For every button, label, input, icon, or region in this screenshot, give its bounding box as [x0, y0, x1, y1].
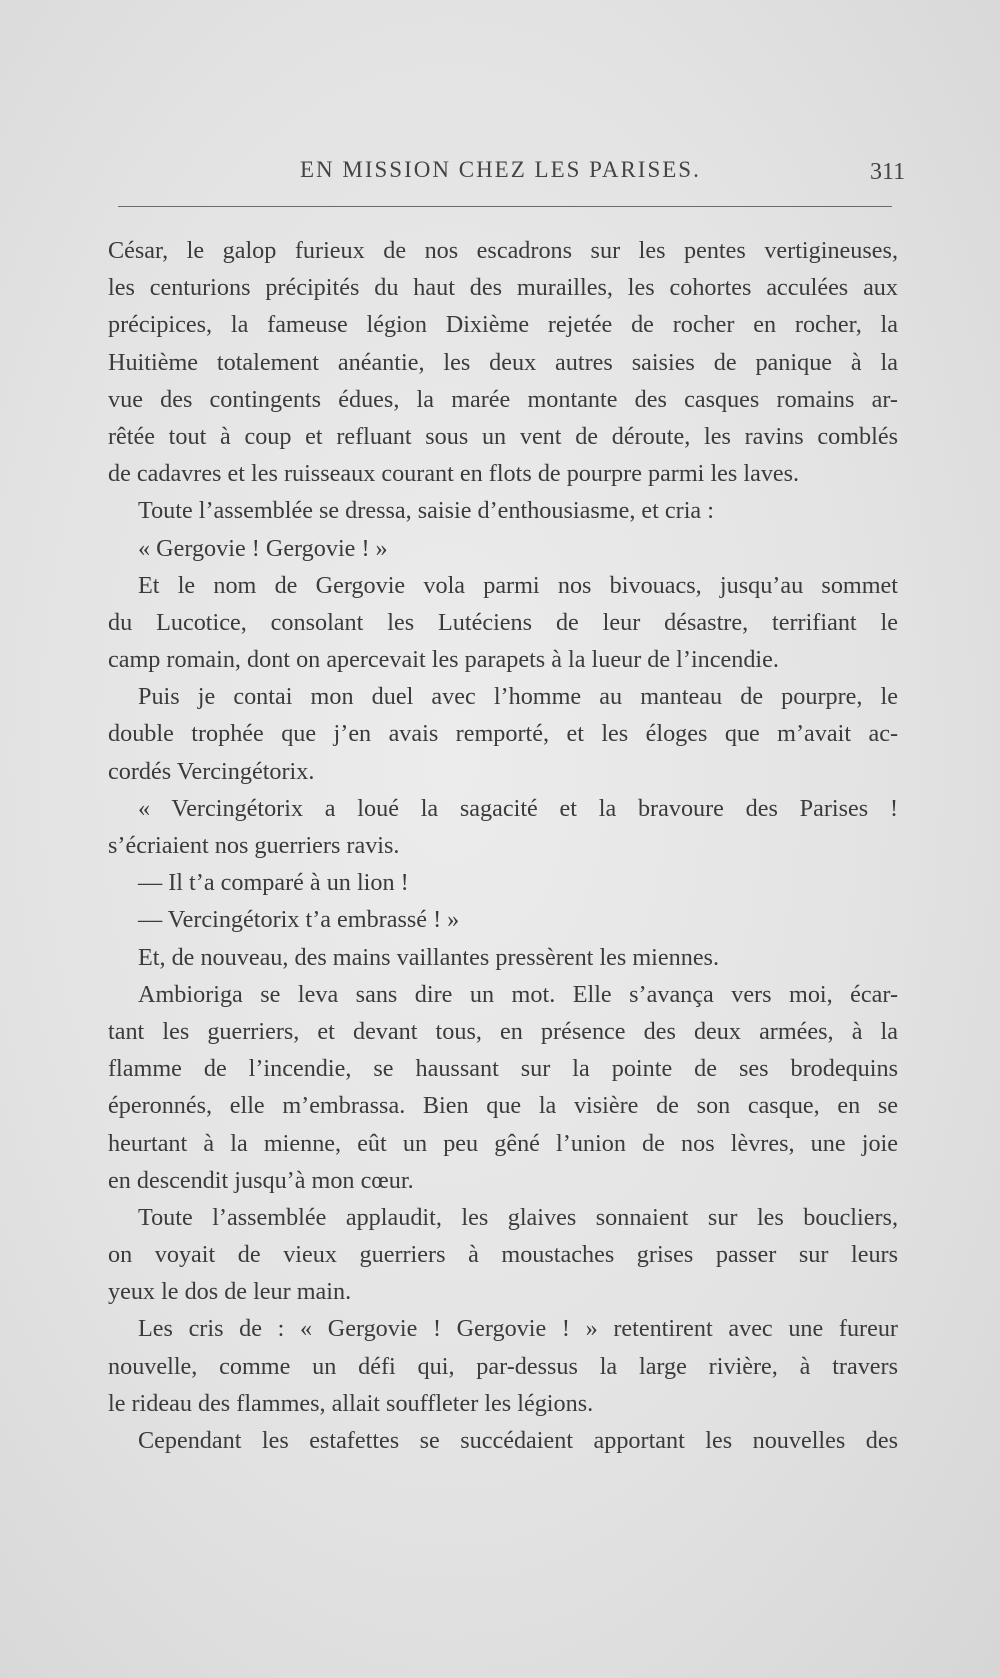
- text-line: heurtant à la mienne, eût un peu gêné l’union de nos lèvres, une joie: [108, 1129, 898, 1157]
- text-line: Puis je contai mon duel avec l’homme au manteau de pourpre, le: [138, 683, 898, 711]
- running-header: [0, 157, 1000, 187]
- text-line: Toute l’assemblée se dressa, saisie d’enthousiasme, et cria :: [138, 497, 714, 525]
- text-line: « Gergovie ! Gergovie ! »: [138, 534, 388, 562]
- text-line: camp romain, dont on apercevait les parapets à la lueur de l’incendie.: [108, 646, 779, 674]
- text-line: « Vercingétorix a loué la sagacité et la bravoure des Parises !: [138, 794, 898, 822]
- text-line: nouvelle, comme un défi qui, par-dessus la large rivière, à travers: [108, 1352, 898, 1380]
- body-text: [108, 232, 898, 1459]
- text-line: Et, de nouveau, des mains vaillantes pressèrent les miennes.: [138, 943, 720, 971]
- text-line: de cadavres et les ruisseaux courant en flots de pourpre parmi les laves.: [108, 460, 800, 488]
- text-line: cordés Vercingétorix.: [108, 757, 315, 785]
- text-line: flamme de l’incendie, se haussant sur la pointe de ses brodequins: [108, 1055, 898, 1083]
- text-line: Toute l’assemblée applaudit, les glaives sonnaient sur les boucliers,: [138, 1203, 898, 1231]
- header-rule: [118, 206, 892, 207]
- text-line: du Lucotice, consolant les Lutéciens de leur désastre, terrifiant le: [108, 608, 898, 636]
- text-line: précipices, la fameuse légion Dixième rejetée de rocher en rocher, la: [108, 311, 898, 339]
- text-line: rêtée tout à coup et refluant sous un vent de déroute, les ravins comblés: [108, 422, 898, 450]
- page-number: 311: [870, 159, 906, 185]
- text-line: Ambioriga se leva sans dire un mot. Elle s’avança vers moi, écar-: [138, 980, 898, 1008]
- text-line: — Vercingétorix t’a embrassé ! »: [138, 906, 460, 934]
- text-line: en descendit jusqu’à mon cœur.: [108, 1166, 414, 1194]
- text-line: double trophée que j’en avais remporté, et les éloges que m’avait ac-: [108, 720, 898, 748]
- text-line: Les cris de : « Gergovie ! Gergovie ! » retentirent avec une fureur: [138, 1315, 898, 1343]
- text-line: Huitième totalement anéantie, les deux autres saisies de panique à la: [108, 348, 898, 376]
- text-line: Cependant les estafettes se succédaient apportant les nouvelles des: [138, 1427, 898, 1454]
- text-line: César, le galop furieux de nos escadrons sur les pentes vertigineuses,: [108, 237, 898, 264]
- text-line: Et le nom de Gergovie vola parmi nos bivouacs, jusqu’au sommet: [138, 571, 898, 599]
- text-line: vue des contingents édues, la marée montante des casques romains ar-: [108, 385, 898, 413]
- text-line: les centurions précipités du haut des murailles, les cohortes acculées aux: [108, 274, 898, 302]
- text-line: s’écriaient nos guerriers ravis.: [108, 832, 400, 859]
- text-line: éperonnés, elle m’embrassa. Bien que la visière de son casque, en se: [108, 1092, 898, 1120]
- text-line: on voyait de vieux guerriers à moustaches grises passer sur leurs: [108, 1241, 898, 1269]
- text-line: yeux le dos de leur main.: [108, 1278, 352, 1306]
- running-title: EN MISSION CHEZ LES PARISES.: [300, 157, 701, 182]
- text-line: le rideau des flammes, allait souffleter les légions.: [108, 1389, 594, 1417]
- text-line: — Il t’a comparé à un lion !: [138, 869, 409, 897]
- text-line: tant les guerriers, et devant tous, en présence des deux armées, à la: [108, 1017, 898, 1045]
